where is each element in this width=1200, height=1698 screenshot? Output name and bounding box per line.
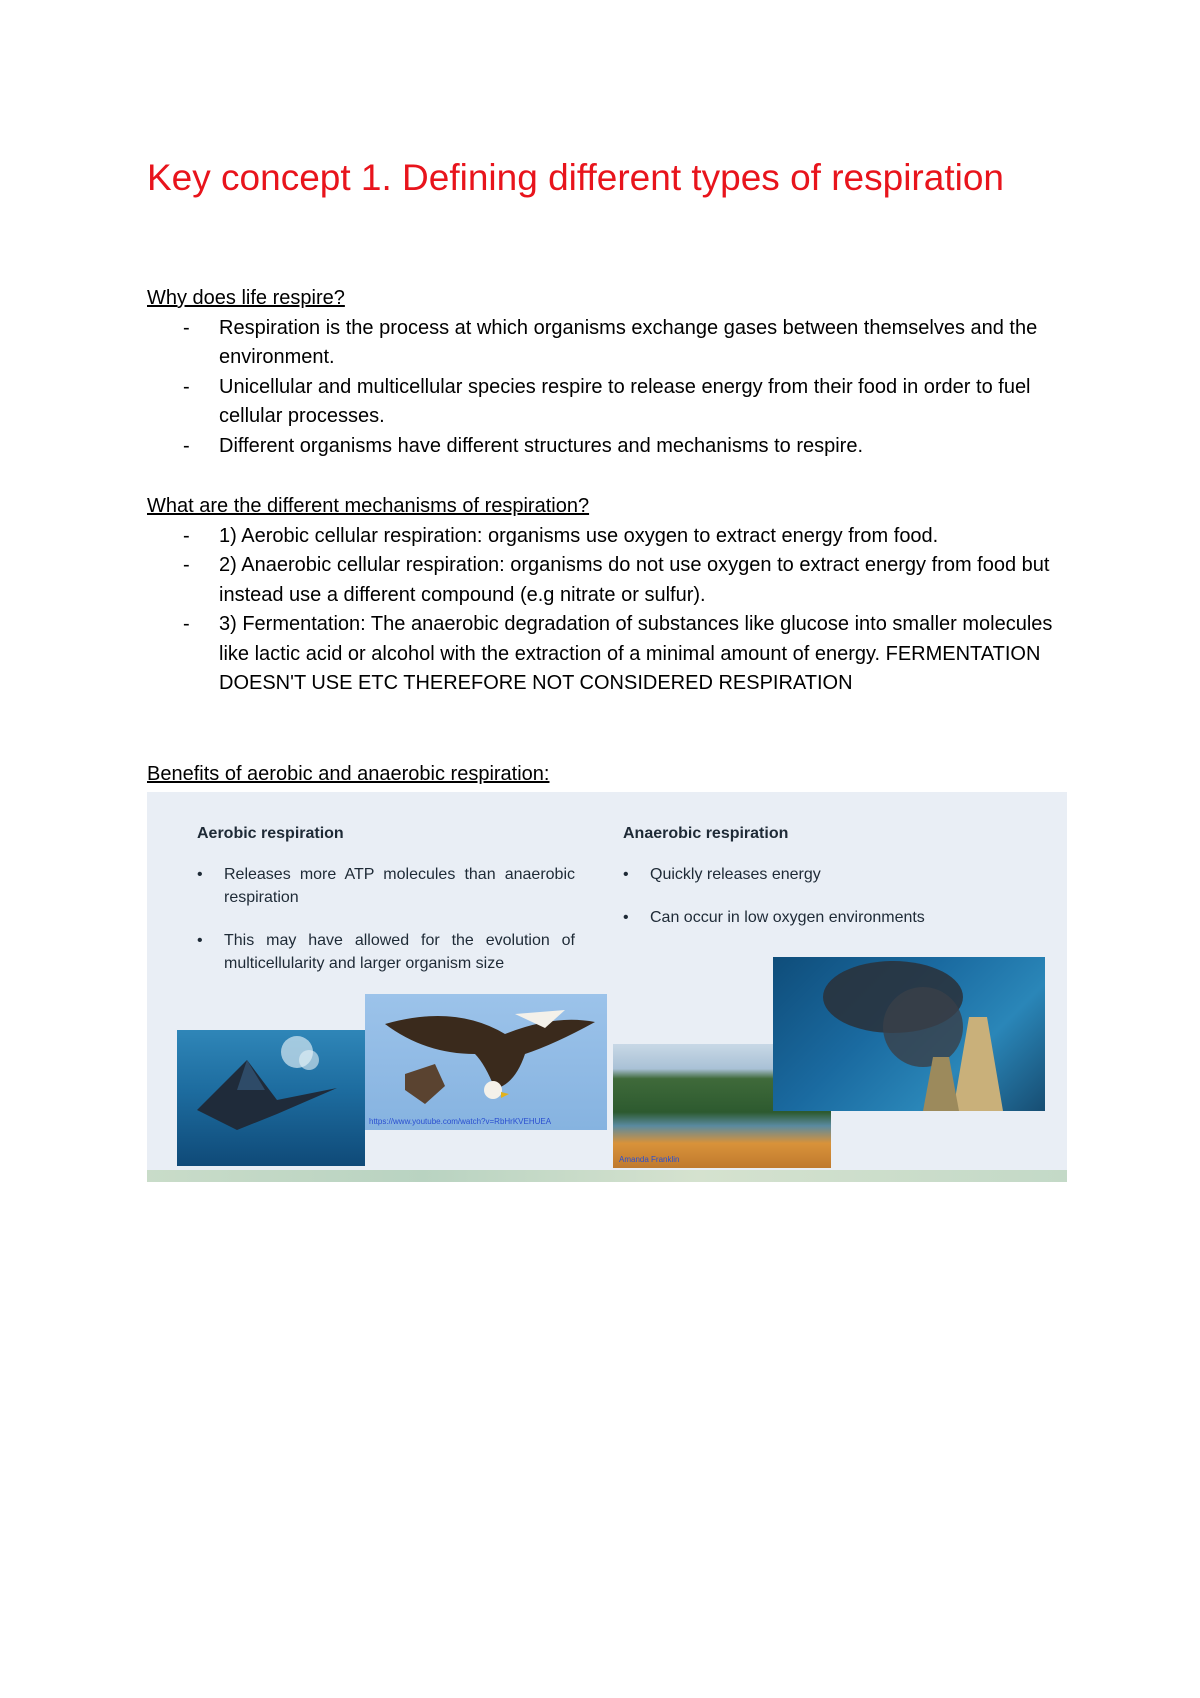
list-item [147,610,1067,699]
aerobic-column [197,822,575,995]
bullet-marker: • [623,909,629,926]
anaerobic-list [623,863,1023,929]
section-why-respire [147,284,1067,461]
list-item [197,863,575,909]
dash-marker: - [183,554,190,576]
list-item-text: 1) Aerobic cellular respiration: organisms use oxygen to extract energy from food. [219,524,939,547]
dash-marker: - [183,524,190,547]
page-title: Key concept 1. Defining different types of respiration [147,157,1004,198]
dash-marker: - [183,434,190,457]
list-item [623,863,1023,886]
list-item-text: 2) Anaerobic cellular respiration: organisms do not use oxygen to extract energy from food but instead use a different compound (e.g nitrate or sulfur). [219,554,1050,606]
list-item [147,314,1067,373]
eagle-photo-credit: https://www.youtube.com/watch?v=RbHrKVEHUEA [369,1117,552,1126]
anaerobic-column [623,822,1023,949]
aerobic-heading: Aerobic respiration [197,825,344,842]
list-item-text: This may have allowed for the evolution of multicellularity and larger organism size [224,932,575,972]
dash-marker: - [183,375,190,398]
list-item [623,906,1023,929]
list-item-text: Respiration is the process at which organisms exchange gases between themselves and the environment. [219,316,1038,368]
list-item-text: Quickly releases energy [650,866,821,883]
section-heading: Benefits of aerobic and anaerobic respiration: [147,763,550,785]
list-item-text: Unicellular and multicellular species respire to release energy from their food in order to fuel cellular processes. [219,375,1031,427]
list-item [147,551,1067,610]
sailfish-photo [177,1030,365,1166]
hydrothermal-vent-photo [773,957,1045,1111]
anaerobic-heading: Anaerobic respiration [623,825,789,842]
hot-spring-photo-credit: Amanda Franklin [619,1155,680,1164]
bullet-marker: • [197,866,203,883]
list-item-text: Different organisms have different structures and mechanisms to respire. [219,434,864,457]
eagle-illustration [365,994,607,1130]
section-benefits [147,760,1067,790]
list-item-text: Can occur in low oxygen environments [650,909,925,926]
vent-illustration [773,957,1045,1111]
aerobic-list [197,863,575,975]
list-item [147,432,1067,462]
section-heading: Why does life respire? [147,287,345,309]
sailfish-illustration [177,1030,365,1166]
section-mechanisms [147,492,1067,699]
bullet-marker: • [197,932,203,949]
dash-list [147,314,1067,462]
list-item-text: Releases more ATP molecules than anaerobic respiration [224,866,575,906]
benefits-slide-image [147,792,1067,1182]
section-heading: What are the different mechanisms of respiration? [147,495,590,517]
list-item [147,522,1067,552]
dash-list [147,522,1067,699]
dash-marker: - [183,613,190,635]
list-item [197,929,575,975]
bullet-marker: • [623,866,629,883]
slide-footer-decoration [147,1170,1067,1182]
dash-marker: - [183,316,190,339]
list-item [147,373,1067,432]
eagle-photo [365,994,607,1130]
list-item-text: 3) Fermentation: The anaerobic degradation of substances like glucose into smaller molecules like lactic acid or alcohol with the extraction of a minimal amount of energy. FERMENTATION DOESN'T USE ETC THEREFORE NOT CONSIDERED RESPIRATION [219,613,1053,694]
